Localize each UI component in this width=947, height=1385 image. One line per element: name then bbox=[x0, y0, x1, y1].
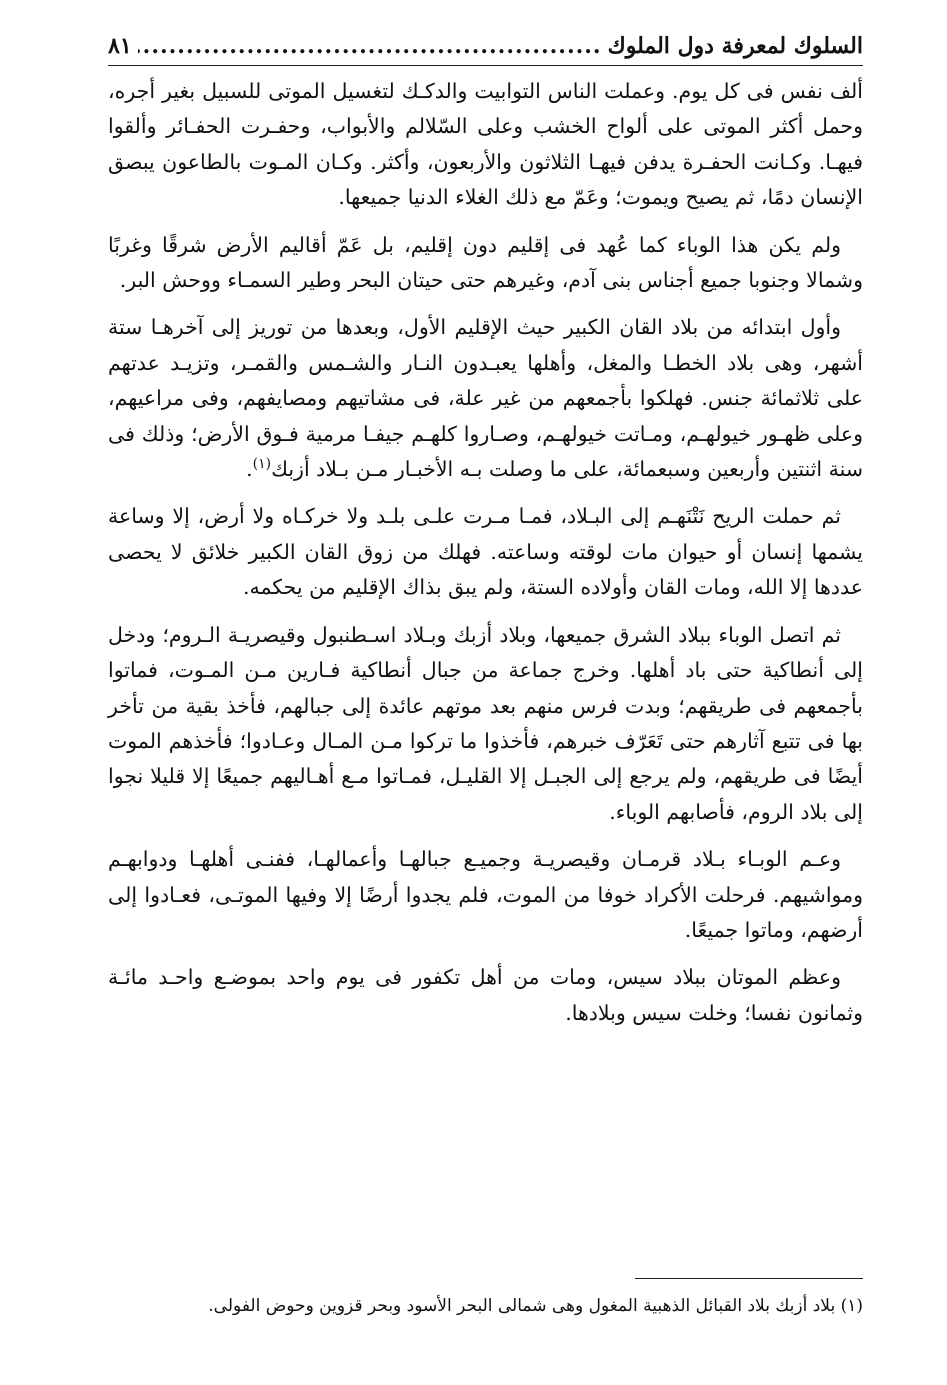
paragraph-1: ألف نفس فى كل يوم. وعملت الناس التوابيت والدكـك لتغسيل الموتى للسبيل بغير أجره، وحمل أكثر الموتى على ألواح الخشب وعلى السّلالم والأبواب، وحفـرت الحفـائر وألقوا فيهـا. وكـانت الحفـرة يدفن فيهـا الثلاثون والأربعون، وأكثر. وكـان المـوت بالطاعون يبصق الإنسان دمًا، ثم يصيح ويموت؛ وعَمّ مع ذلك الغلاء الدنيا جميعها. bbox=[108, 79, 863, 210]
header-dot-leader bbox=[138, 33, 602, 59]
paragraph-6: وعـم الوبـاء بـلاد قرمـان وقيصريـة وجميـع جبالهـا وأعمالهـا، ففنـى أهلهـا ودوابهـم ومواشيهم. فرحلت الأكراد خوفا من الموت، فلم يجدوا أرضًا إلا وفيها الموتـى، فعـادوا إلى أرضهم، وماتوا جميعًا. bbox=[108, 847, 863, 942]
paragraph-4: ثم حملت الريح نَتْنَهـم إلى البـلاد، فمـا مـرت علـى بلـد ولا خركـاه ولا أرض، إلا وساعة يشمها إنسان أو حيوان مات لوقته وساعته. فهلك من زوق القان الكبير خلائق لا يحصى عددها إلا الله، ومات القان وأولاده الستة، ولم يبق بذاك الإقليم من يحكمه. bbox=[108, 504, 863, 600]
footnote-reference[interactable]: (١) bbox=[252, 456, 272, 473]
page-number: ٨١ bbox=[108, 33, 132, 59]
paragraph-2: ولم يكن هذا الوباء كما عُهد فى إقليم دون إقليم، بل عَمّ أقاليم الأرض شرقًا وغربًا وشمالا وجنوبا جميع أجناس بنى آدم، وغيرهم حتى حيتان البحر وطير السمـاء ووحش البر. bbox=[108, 232, 863, 293]
page-body bbox=[108, 74, 863, 1043]
running-title: السلوك لمعرفة دول الملوك bbox=[607, 33, 863, 59]
footnote-separator bbox=[635, 1278, 863, 1279]
paragraph-7: وعظم الموتان ببلاد سيس، ومات من أهل تكفور فى يوم واحد بموضـع واحـد مائـة وثمانون نفسا؛ وخلت سيس وبلادها. bbox=[108, 965, 863, 1025]
paragraph-3 bbox=[108, 310, 863, 487]
footnote: (١) بلاد أزبك بلاد القبائل الذهبية المغول وهى شمالى البحر الأسود وبحر قزوين وحوض الفولى. bbox=[208, 1296, 863, 1316]
paragraph-3-end: . bbox=[246, 457, 253, 482]
paragraph-5: ثم اتصل الوباء ببلاد الشرق جميعها، وبلاد أزبك وبـلاد اسـطنبول وقيصريـة الـروم؛ ودخل إلى أنطاكية حتى باد أهلها. وخرج جماعة من جبال أنطاكية فـارين مـن المـوت، فماتوا بأجمعهم فى طريقهم؛ وبدت فرس منهم بعد موتهم عائدة إلى جبالهم، فأخذ بقية من تأخر بها فى تتبع آثارهم حتى تَعَرّف خبرهم، فأخذوا ما تركوا مـن المـال وعـادوا؛ فأخذهم الموت أيضًا فى طريقهم، ولم يرجع إلى الجبـل إلا القليـل، فمـاتوا مـع أهـاليهم جميعًا إلا قليلا نجوا إلى بلاد الروم، فأصابهم الوباء. bbox=[108, 622, 863, 824]
running-header bbox=[108, 26, 863, 66]
paragraph-3-text: وأول ابتدائه من بلاد القان الكبير حيث الإقليم الأول، وبعدها من توريز إلى آخرهـا ستة أشهر، وهى بلاد الخطـا والمغل، وأهلها يعبـدون النـار والشـمس والقمـر، وتزيـد عدتهم على ثلاثمائة جنس. فهلكوا بأجمعهم من غير علة، فى مشاتيهم ومصايفهم، وفى مراعيهم، وعلى ظهـور خيولهـم، ومـاتت خيولهـم، وصـاروا كلهـم جيفـا مرمية فـوق الأرض؛ وذلك فى سنة اثنتين وأربعين وسبعمائة، على ما وصلت بـه الأخبـار مـن بـلاد أزبك bbox=[108, 315, 863, 482]
